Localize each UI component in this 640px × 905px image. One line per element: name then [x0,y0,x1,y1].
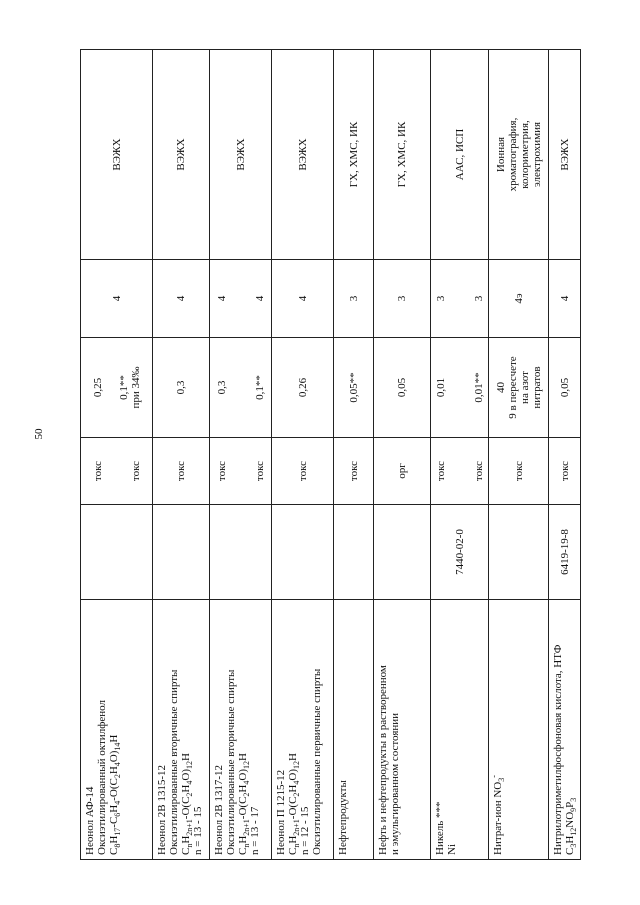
table-row [489,50,549,860]
rotated-table-container [80,50,580,860]
method-cell: ВЭЖХ [272,50,334,260]
method-cell: ВЭЖХ [81,50,153,260]
cas-cell: 6419-19-8 [549,505,581,600]
mpc-value: 40 [494,382,507,393]
substance-name-cell [489,600,549,860]
lpv-cell: токс [549,438,581,505]
substance-description: и эмульгированном состоянии [389,712,401,855]
substance-range: n = 13 - 17 [249,806,261,855]
substance-formula: $C_nH_{2n+1}-O(C_2H_4O)_{12}H$ [180,753,195,855]
substance-name-cell [81,600,153,860]
substance-name: Нефтепродукты [337,780,349,855]
hazard-class-cell: 4 [272,260,334,338]
lpv-cell [81,438,153,505]
mpc-cell [431,338,489,438]
method-cell: ГХ, ХМС, ИК [334,50,374,260]
substance-formula: $C_nH_{2n+1}-O(C_2H_4O)_{12}H$ [237,753,252,855]
table-row [374,50,431,860]
table-row [81,50,153,860]
mpc-cell [210,338,272,438]
mpc-cell: 0,05** [334,338,374,438]
substance-name: Нитрилотриметилфосфоновая кислота, НТФ [552,644,564,855]
hazard-class-cell: 4 [549,260,581,338]
substance-name-cell [210,600,272,860]
mpc-cell: 0,3 [153,338,210,438]
table-row [334,50,374,860]
mpc-note: при 34‰ [129,366,142,409]
substance-name: Неонол АФ-14 [84,786,96,855]
page-number: 50 [33,428,45,440]
substance-name: Неонол 2В 1315-12 [156,764,168,855]
hazard-value: 4 [215,295,228,302]
method-cell: ВЭЖХ [153,50,210,260]
substance-name-cell [431,600,489,860]
hazard-value: 3 [434,295,447,302]
hazard-class-cell [431,260,489,338]
mpc-cell: 0,26 [272,338,334,438]
mpc-cell: 0,05 [549,338,581,438]
mpc-value: 0,25 [91,377,104,398]
table-row [153,50,210,860]
method-cell: ААС, ИСП [431,50,489,260]
cas-cell [489,505,549,600]
lpv-cell: орг [374,438,431,505]
cas-cell [153,505,210,600]
lpv-cell [431,438,489,505]
substance-range: n = 12 - 15 [299,806,311,855]
hazard-class-cell: 4 [81,260,153,338]
hazard-class-cell: 3 [334,260,374,338]
lpv-value: токс [215,460,228,482]
cas-cell [374,505,431,600]
lpv-value: токс [253,460,266,482]
substance-name-cell [549,600,581,860]
lpv-cell: токс [489,438,549,505]
cas-cell [334,505,374,600]
mpc-cell [489,338,549,438]
substance-description: Оксиэтилированные вторичные спирты [168,669,180,855]
mpc-value: 0,1** [117,375,130,400]
mpc-cell [81,338,153,438]
mpc-cell: 0,05 [374,338,431,438]
table-row [272,50,334,860]
substance-formula: $C_nH_{2n+1}-O(C_2H_4O)_{12}H$ [287,753,302,855]
mpc-value: 0,01** [472,372,485,403]
substance-name-cell [153,600,210,860]
mpc-note: нитратов [530,366,543,409]
table-row [210,50,272,860]
substance-name: Неонол П 1215-12 [275,769,287,855]
method-cell [489,50,549,260]
substances-table [80,49,581,860]
substance-name: Неонол 2В 1317-12 [213,764,225,855]
hazard-class-cell [210,260,272,338]
lpv-cell: токс [272,438,334,505]
mpc-note: 9 в пересчете [506,356,519,419]
substance-formula: $C_8H_{17}-C_6H_4-O(C_2H_4O)_{14}H$ [108,734,123,855]
method-line: электрохимия [530,121,543,188]
substance-description: Оксиэтилированный октилфенол [96,700,108,855]
substance-description: Оксиэтилированные вторичные спирты [225,669,237,855]
table-row [431,50,489,860]
lpv-cell: токс [334,438,374,505]
method-line: хроматография, [506,117,519,192]
substance-name-cell [334,600,374,860]
lpv-cell: токс [153,438,210,505]
substance-formula: $C_3H_{12}NO_9P_3$ [564,797,579,855]
mpc-value: 0,01 [434,377,447,398]
lpv-value: токс [91,460,104,482]
substance-name: Нефть и нефтепродукты в растворенном [377,665,389,855]
substance-name-cell [374,600,431,860]
substance-description: Оксиэтилированные первичные спирты [311,668,323,855]
table-row [549,50,581,860]
method-cell: ВЭЖХ [210,50,272,260]
substance-formula: Ni [446,844,458,855]
hazard-value: 3 [472,295,485,302]
lpv-value: токс [129,460,142,482]
method-line: Ионная [494,136,507,173]
cas-cell [272,505,334,600]
mpc-note: на азот [518,371,531,404]
cas-cell: 7440-02-0 [431,505,489,600]
substance-name: Никель *** [434,801,446,855]
hazard-class-cell: 3 [374,260,431,338]
substance-name: Нитрат-ион $NO_3^-$ [489,775,507,855]
mpc-value: 0,1** [253,375,266,400]
method-cell: ГХ, ХМС, ИК [374,50,431,260]
cas-cell [210,505,272,600]
hazard-class-cell: 4э [489,260,549,338]
cas-cell [81,505,153,600]
mpc-value: 0,3 [215,380,228,395]
substance-range: n = 13 - 15 [192,806,204,855]
lpv-value: токс [434,460,447,482]
hazard-class-cell: 4 [153,260,210,338]
method-cell: ВЭЖХ [549,50,581,260]
lpv-value: токс [472,460,485,482]
hazard-value: 4 [253,295,266,302]
lpv-cell [210,438,272,505]
substance-name-cell [272,600,334,860]
method-line: колориметрия, [518,120,531,189]
